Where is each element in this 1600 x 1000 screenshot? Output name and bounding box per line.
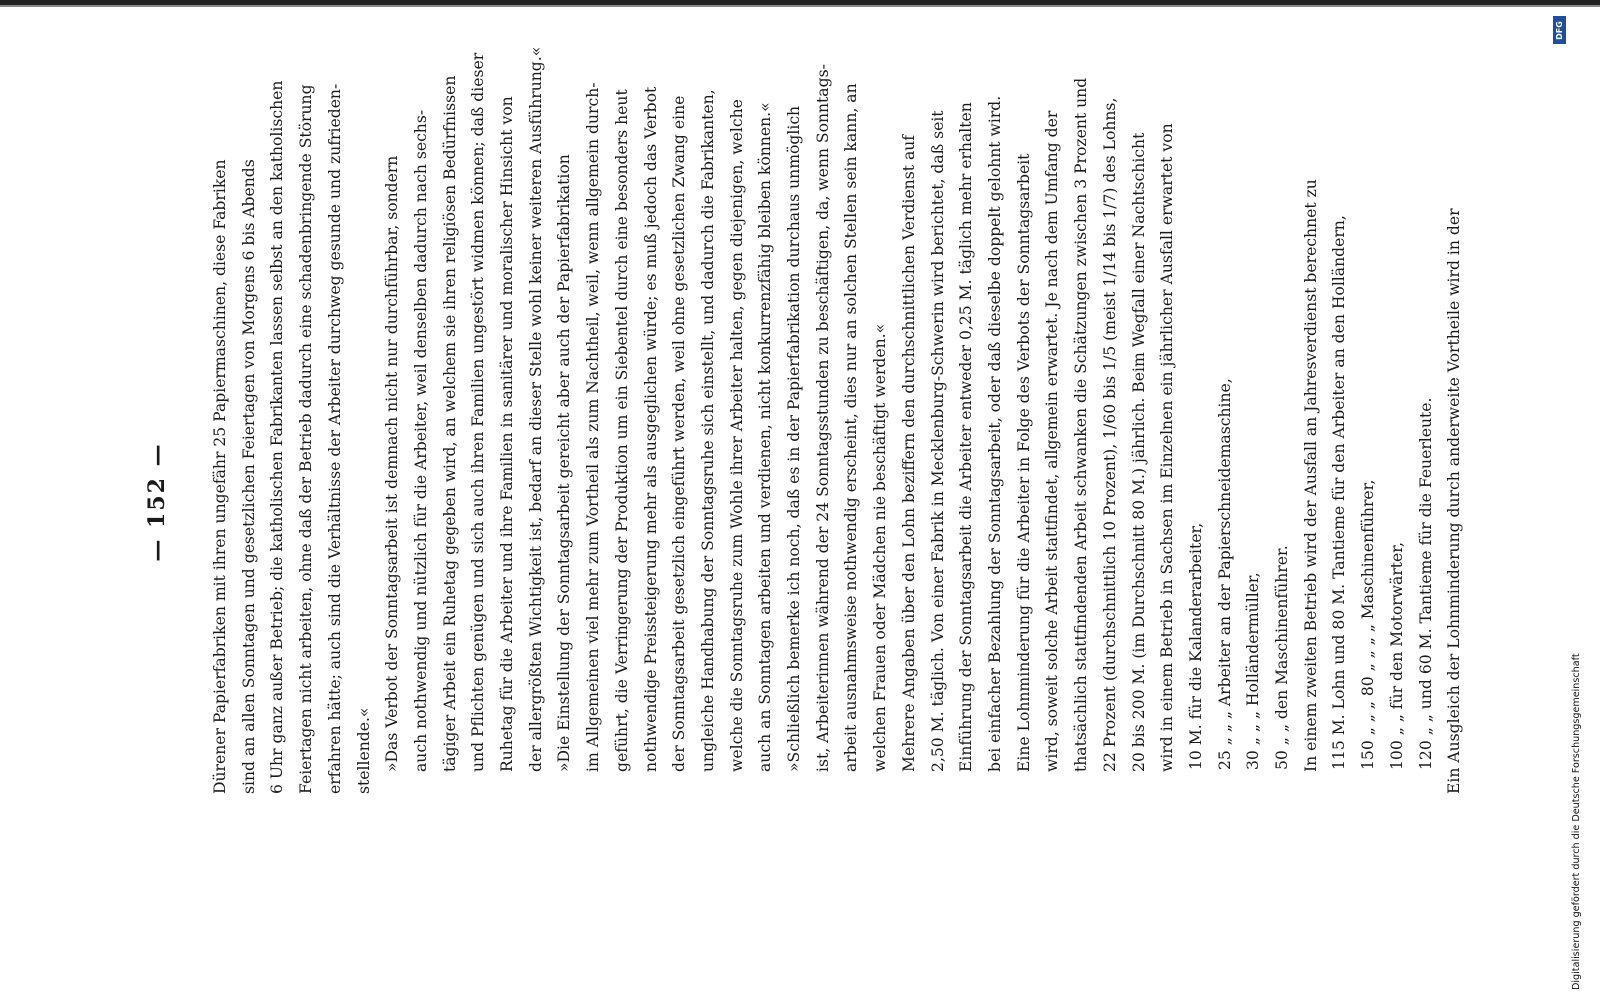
dfg-funding-credit: Digitalisierung gefördert durch die Deutsche Forschungsgemeinschaft [1571,653,1582,990]
text-line: und Pflichten genügen und sich auch ihren Familien ungestört widmen können; daß dieser [469,52,488,772]
text-line: arbeit ausnahmsweise nothwendig erscheint, dies nur an solchen Stellen sein kann, an [842,83,861,772]
dfg-logo-text: DFG [1555,20,1565,40]
text-line: 20 bis 200 M. (im Durchschnitt 80 M.) jährlich. Beim Wegfall einer Nachtschicht [1129,132,1148,772]
text-line: nothwendige Preissteigerung mehr als ausgeglichen würde; es muß jedoch das Verbot [641,86,660,772]
list-item: 50 „ „ den Maschinenführer. [1273,545,1292,770]
paragraph-2 [378,22,550,794]
text-line: welche die Sonntagsruhe zum Wohle ihrer Arbeiter halten, gegen diejenigen, welche [727,99,746,772]
list-item: 115 M. Lohn und 80 M. Tantieme für den Arbeiter an den Holländern, [1330,215,1349,770]
list-item: 25 „ „ „ Arbeiter an der Papierschneidemaschine, [1215,378,1234,770]
list-item: 120 „ „ und 60 M. Tantieme für die Feuerleute. [1416,397,1435,770]
list-item: 30 „ „ „ Holländermüller, [1244,572,1263,770]
text-line: »Das Verbot der Sonntagsarbeit ist demnach nicht nur durchführbar, sondern [383,155,402,772]
paragraph-3 [550,22,780,794]
page-number-header: — 152 — [144,442,170,562]
text-line: geführt, die Verringerung der Produktion um ein Siebentel durch eine besonders heut [612,89,631,772]
text-line: Einführung der Sonntagsarbeit die Arbeiter entweder 0,25 M. täglich mehr erhalten [957,102,976,772]
text-line: ist, Arbeiterinnen während der 24 Sonntagsstunden zu beschäftigen, da, wenn Sonntags- [813,64,832,772]
text-line: 22 Prozent (durchschnittlich 10 Prozent), 1/60 bis 1/5 (meist 1/14 bis 1/7) des Lohns, [1100,97,1119,772]
text-line: In einem zweiten Betrieb wird der Ausfall an Jahresverdienst berechnet zu [1301,179,1320,772]
scan-credit-margin [1540,0,1600,1000]
text-line: Dürener Papierfabriken mit ihren ungefähr 25 Papiermaschinen, diese Fabriken [211,159,229,794]
document-body [206,22,1469,794]
text-line: der allergrößten Wichtigkeit ist, bedarf an dieser Stelle wohl keiner weiteren Ausführung.« [526,46,545,772]
text-line: im Allgemeinen viel mehr zum Vortheil als zum Nachtheil, weil, wenn allgemein durch- [584,82,603,772]
text-line: 6 Uhr ganz außer Betrieb; die katholischen Fabrikanten lassen selbst an den katholischen [268,80,287,794]
paragraph-7 [1440,22,1469,794]
text-line: bei einfacher Bezahlung der Sonntagsarbeit, oder daß dieselbe doppelt gelohnt wird. [985,95,1004,772]
text-line: auch an Sonntagen arbeiten und verdienen, nicht konkurrenzfähig bleiben können.« [756,102,775,772]
text-line: ungleiche Handhabung der Sonntagsruhe sich einstellt, und dadurch die Fabrikanten, [698,89,717,772]
text-line: auch nothwendig und nützlich für die Arbeiter, weil denselben dadurch nach sechs- [411,109,430,772]
paragraph-1 [206,22,378,794]
text-line: Ruhetag für die Arbeiter und ihre Familien in sanitärer und moralischer Hinsicht von [498,96,517,772]
list-item: 10 M. für die Kalanderarbeiter, [1186,522,1205,770]
text-line: thatsächlich stattfindenden Arbeit schwanken die Schätzungen zwischen 3 Prozent und [1072,77,1091,772]
wage-loss-list-1 [1182,22,1297,770]
dfg-logo [1553,16,1566,44]
list-item: 100 „ „ für den Motorwärter, [1387,542,1406,770]
text-line: der Sonntagsarbeit gesetzlich eingeführt werden, weil ohne gesetzlichen Zwang eine [670,95,689,772]
paragraph-5 [895,22,1182,794]
text-line: Ein Ausgleich der Lohnminderung durch anderweite Vortheile wird in der [1445,208,1464,794]
paragraph-6 [1297,22,1326,794]
text-line: »Die Einstellung der Sonntagsarbeit gereicht aber auch der Papierfabrikation [555,154,574,772]
text-line: sind an allen Sonntagen und gesetzlichen Feiertagen von Morgens 6 bis Abends [239,159,258,794]
text-line: tägiger Arbeit ein Ruhetag gegeben wird, an welchem sie ihren religiösen Bedürfnissen [440,75,459,772]
rotated-document-page [92,2,1464,992]
text-line: wird in einem Betrieb in Sachsen im Einzelnen ein jährlicher Ausfall erwartet von [1158,123,1177,772]
text-line: stellende.« [354,707,373,794]
wage-loss-list-2 [1325,22,1440,770]
text-line: »Schließlich bemerke ich noch, daß es in der Papierfabrikation durchaus unmöglich [785,105,804,772]
text-line: wird, soweit solche Arbeit stattfindet, allgemein erwartet. Je nach dem Umfang der [1043,110,1062,772]
text-line: Mehrere Angaben über den Lohn beziffern den durchschnittlichen Verdienst auf [899,134,918,772]
text-line: erfahren hätte; auch sind die Verhältnisse der Arbeiter durchweg gesunde und zufrieden- [325,83,344,794]
text-line: Eine Lohnminderung für die Arbeiter in Folge des Verbots der Sonntagsarbeit [1014,153,1033,772]
text-line: welchen Frauen oder Mädchen nie beschäftigt werden.« [871,323,890,772]
text-line: 2,50 M. täglich. Von einer Fabrik in Mecklenburg-Schwerin wird berichtet, daß seit [928,110,947,772]
paragraph-4 [780,22,895,794]
text-line: Feiertagen nicht arbeiten, ohne daß der Betrieb dadurch eine schadenbringende Störung [297,84,316,794]
list-item: 150 „ „ „ 80 „ „ „ „ Maschinenführer, [1359,479,1378,770]
